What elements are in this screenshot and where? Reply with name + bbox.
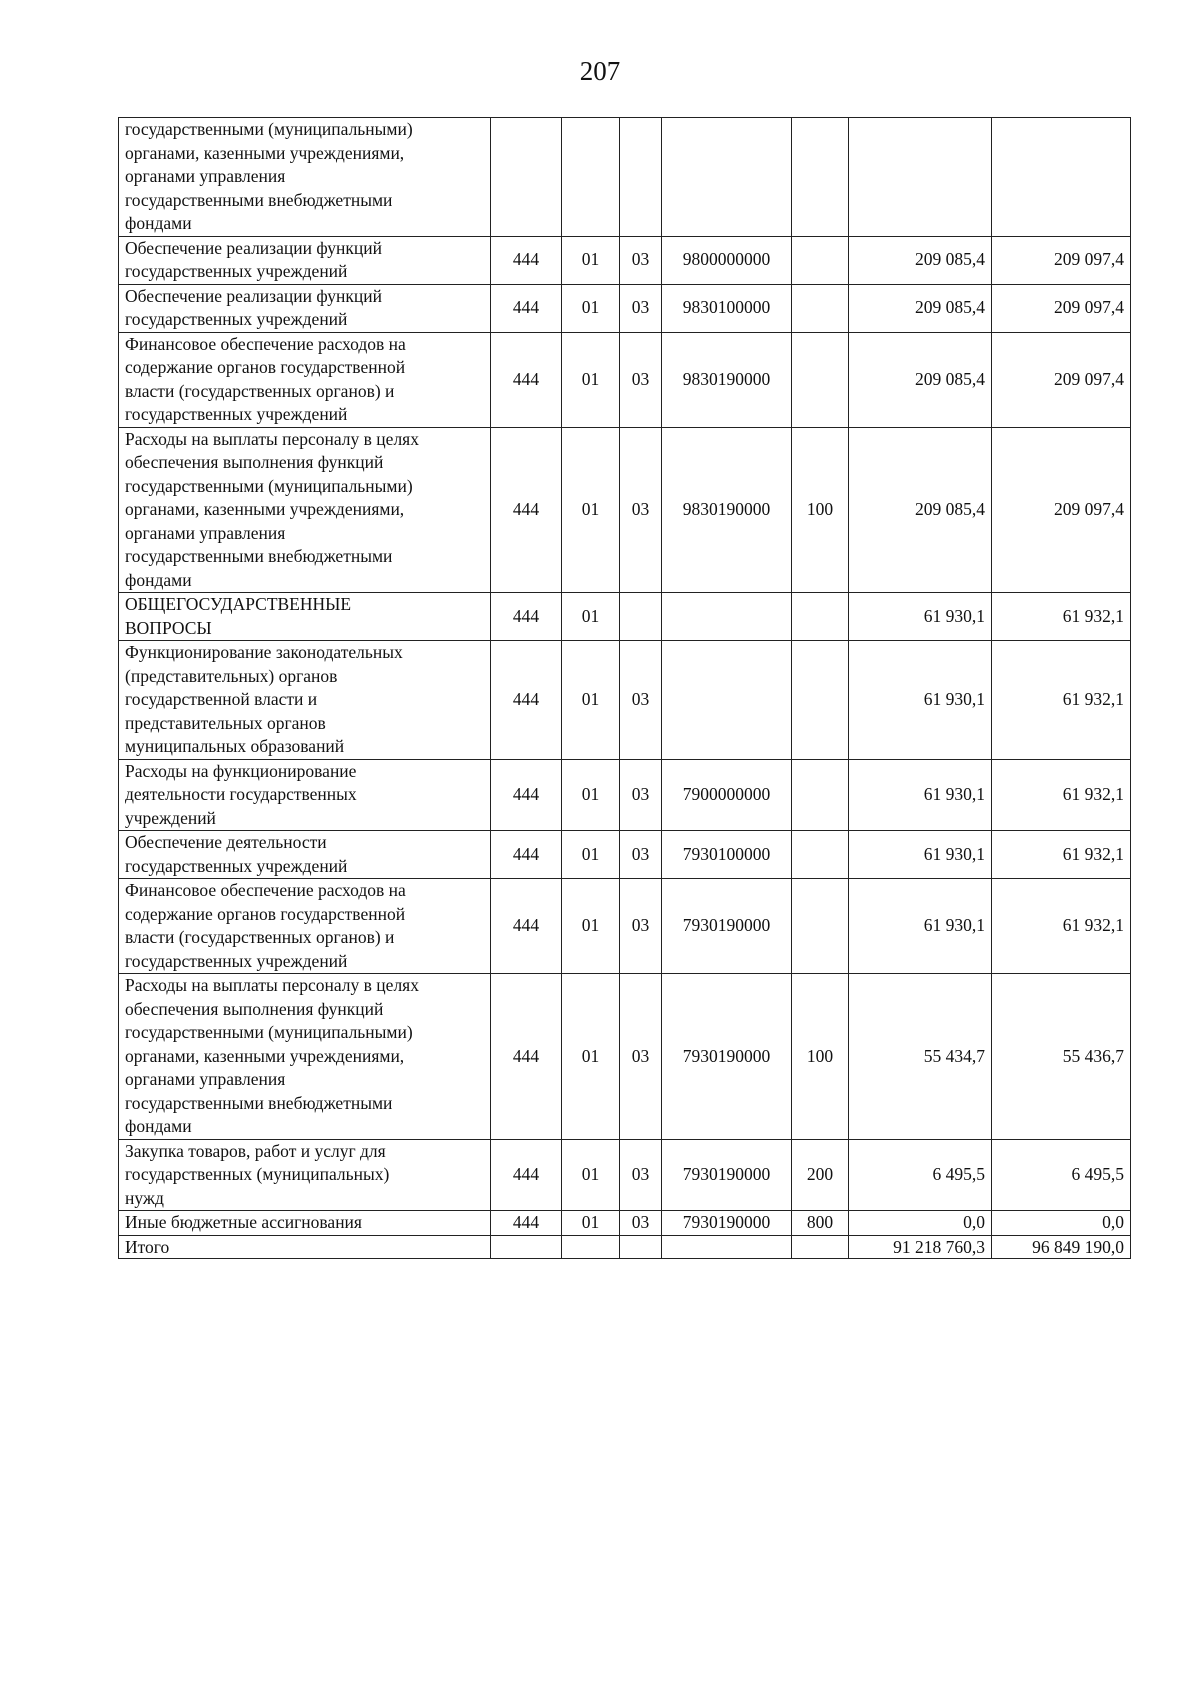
table-row: [119, 1211, 1131, 1236]
table-cell-amount-year1: 61 930,1: [849, 879, 992, 974]
table-cell-grbs: 444: [491, 974, 562, 1140]
table-row: [119, 879, 1131, 974]
table-cell-subsection: 03: [620, 1139, 662, 1211]
table-cell-expense-type: [792, 641, 849, 760]
table-cell-amount-year2: 209 097,4: [992, 236, 1131, 284]
table-cell-subsection: 03: [620, 759, 662, 831]
table-cell-section: 01: [562, 1211, 620, 1236]
table-row: [119, 332, 1131, 427]
table-cell-amount-year1: 55 434,7: [849, 974, 992, 1140]
table-cell-amount-year1: 209 085,4: [849, 236, 992, 284]
table-cell-target-article: 7930190000: [662, 1139, 792, 1211]
table-cell-subsection: [620, 593, 662, 641]
table-cell-name: ОБЩЕГОСУДАРСТВЕННЫЕ ВОПРОСЫ: [119, 593, 491, 641]
table-cell-section: 01: [562, 759, 620, 831]
table-cell-target-article: 7930190000: [662, 1211, 792, 1236]
table-cell-target-article: 9830190000: [662, 427, 792, 593]
table-cell-subsection: 03: [620, 236, 662, 284]
table-cell-target-article: 9830100000: [662, 284, 792, 332]
table-cell-amount-year2: 61 932,1: [992, 759, 1131, 831]
table-row: [119, 759, 1131, 831]
empty-cell: [620, 1235, 662, 1258]
table-cell-expense-type: [792, 759, 849, 831]
table-row: [119, 593, 1131, 641]
table-cell-section: 01: [562, 974, 620, 1140]
table-cell-name: Финансовое обеспечение расходов на содержание органов государственной власти (государственных органов) и государственных учреждений: [119, 879, 491, 974]
table-row: [119, 118, 1131, 237]
table-cell-name: Закупка товаров, работ и услуг для государственных (муниципальных) нужд: [119, 1139, 491, 1211]
table-cell-amount-year2: 209 097,4: [992, 427, 1131, 593]
table-cell-amount-year1: 209 085,4: [849, 284, 992, 332]
table-cell-expense-type: [792, 879, 849, 974]
table-row: [119, 236, 1131, 284]
table-cell-section: 01: [562, 236, 620, 284]
table-cell-target-article: 7900000000: [662, 759, 792, 831]
table-cell-amount-year2: 209 097,4: [992, 332, 1131, 427]
table-cell-subsection: 03: [620, 641, 662, 760]
table-cell-amount-year1: 61 930,1: [849, 759, 992, 831]
table-cell-section: 01: [562, 332, 620, 427]
table-cell-section: 01: [562, 427, 620, 593]
table-cell-grbs: 444: [491, 236, 562, 284]
table-cell-grbs: 444: [491, 831, 562, 879]
table-cell-grbs: 444: [491, 284, 562, 332]
table-row: [119, 974, 1131, 1140]
empty-cell: [491, 1235, 562, 1258]
table-cell-name: Обеспечение деятельности государственных учреждений: [119, 831, 491, 879]
budget-table: [118, 117, 1131, 1259]
table-cell-expense-type: [792, 284, 849, 332]
table-cell-subsection: 03: [620, 332, 662, 427]
table-cell-amount-year1: 6 495,5: [849, 1139, 992, 1211]
table-cell-expense-type: [792, 831, 849, 879]
table-row: [119, 1139, 1131, 1211]
table-cell-subsection: 03: [620, 427, 662, 593]
table-cell-expense-type: 200: [792, 1139, 849, 1211]
table-cell-grbs: 444: [491, 879, 562, 974]
table-row: [119, 831, 1131, 879]
table-cell-target-article: 9830190000: [662, 332, 792, 427]
table-cell-expense-type: 800: [792, 1211, 849, 1236]
table-cell-subsection: 03: [620, 879, 662, 974]
table-cell-section: 01: [562, 879, 620, 974]
table-cell-expense-type: [792, 236, 849, 284]
table-cell-target-article: [662, 593, 792, 641]
table-cell-expense-type: [792, 118, 849, 237]
table-cell-name: Иные бюджетные ассигнования: [119, 1211, 491, 1236]
table-cell-amount-year2: [992, 118, 1131, 237]
table-cell-name: Расходы на выплаты персоналу в целях обеспечения выполнения функций государственными (муниципальными) органами, казенными учреждениями, органами управления государственными внебюджетными фондами: [119, 974, 491, 1140]
table-row: [119, 427, 1131, 593]
table-cell-amount-year2: 0,0: [992, 1211, 1131, 1236]
table-cell-section: 01: [562, 1139, 620, 1211]
table-cell-name: Обеспечение реализации функций государственных учреждений: [119, 284, 491, 332]
table-row: [119, 284, 1131, 332]
table-cell-subsection: 03: [620, 831, 662, 879]
table-cell-subsection: [620, 118, 662, 237]
table-cell-expense-type: 100: [792, 974, 849, 1140]
table-cell-grbs: 444: [491, 332, 562, 427]
table-cell-amount-year2: 61 932,1: [992, 593, 1131, 641]
table-cell-amount-year2: 61 932,1: [992, 641, 1131, 760]
table-cell-section: [562, 118, 620, 237]
table-cell-grbs: 444: [491, 427, 562, 593]
table-cell-name: Функционирование законодательных (представительных) органов государственной власти и представительных органов муниципальных образований: [119, 641, 491, 760]
page-number: 207: [579, 56, 621, 86]
table-cell-amount-year1: 0,0: [849, 1211, 992, 1236]
table-cell-section: 01: [562, 284, 620, 332]
table-cell-amount-year2: 61 932,1: [992, 831, 1131, 879]
total-amount-year2: 96 849 190,0: [992, 1235, 1131, 1258]
table-cell-expense-type: [792, 593, 849, 641]
table-cell-amount-year1: 61 930,1: [849, 593, 992, 641]
table-cell-section: 01: [562, 831, 620, 879]
table-cell-section: 01: [562, 593, 620, 641]
table-cell-grbs: 444: [491, 759, 562, 831]
table-cell-amount-year2: 61 932,1: [992, 879, 1131, 974]
table-cell-expense-type: [792, 332, 849, 427]
table-cell-grbs: 444: [491, 641, 562, 760]
table-cell-grbs: [491, 118, 562, 237]
table-cell-name: Расходы на выплаты персоналу в целях обеспечения выполнения функций государственными (муниципальными) органами, казенными учреждениями, органами управления государственными внебюджетными фондами: [119, 427, 491, 593]
table-cell-expense-type: 100: [792, 427, 849, 593]
total-amount-year1: 91 218 760,3: [849, 1235, 992, 1258]
table-cell-subsection: 03: [620, 1211, 662, 1236]
table-cell-target-article: [662, 641, 792, 760]
table-cell-amount-year1: [849, 118, 992, 237]
table-cell-amount-year2: 209 097,4: [992, 284, 1131, 332]
table-cell-amount-year1: 209 085,4: [849, 332, 992, 427]
table-cell-subsection: 03: [620, 284, 662, 332]
table-cell-name: государственными (муниципальными) органами, казенными учреждениями, органами управления государственными внебюджетными фондами: [119, 118, 491, 237]
table-cell-name: Обеспечение реализации функций государственных учреждений: [119, 236, 491, 284]
table-cell-grbs: 444: [491, 1211, 562, 1236]
empty-cell: [562, 1235, 620, 1258]
table-cell-grbs: 444: [491, 593, 562, 641]
table-cell-subsection: 03: [620, 974, 662, 1140]
table-cell-amount-year1: 209 085,4: [849, 427, 992, 593]
empty-cell: [792, 1235, 849, 1258]
table-cell-section: 01: [562, 641, 620, 760]
table-row: [119, 641, 1131, 760]
table-cell-grbs: 444: [491, 1139, 562, 1211]
table-cell-target-article: 7930190000: [662, 974, 792, 1140]
table-cell-name: Расходы на функционирование деятельности государственных учреждений: [119, 759, 491, 831]
total-label: Итого: [119, 1235, 491, 1258]
table-total-row: [119, 1235, 1131, 1258]
table-cell-amount-year2: 6 495,5: [992, 1139, 1131, 1211]
table-cell-name: Финансовое обеспечение расходов на содержание органов государственной власти (государственных органов) и государственных учреждений: [119, 332, 491, 427]
table-cell-target-article: 7930190000: [662, 879, 792, 974]
table-cell-amount-year1: 61 930,1: [849, 641, 992, 760]
table-cell-amount-year1: 61 930,1: [849, 831, 992, 879]
table-cell-target-article: 7930100000: [662, 831, 792, 879]
table-cell-target-article: [662, 118, 792, 237]
table-cell-amount-year2: 55 436,7: [992, 974, 1131, 1140]
table-cell-target-article: 9800000000: [662, 236, 792, 284]
empty-cell: [662, 1235, 792, 1258]
